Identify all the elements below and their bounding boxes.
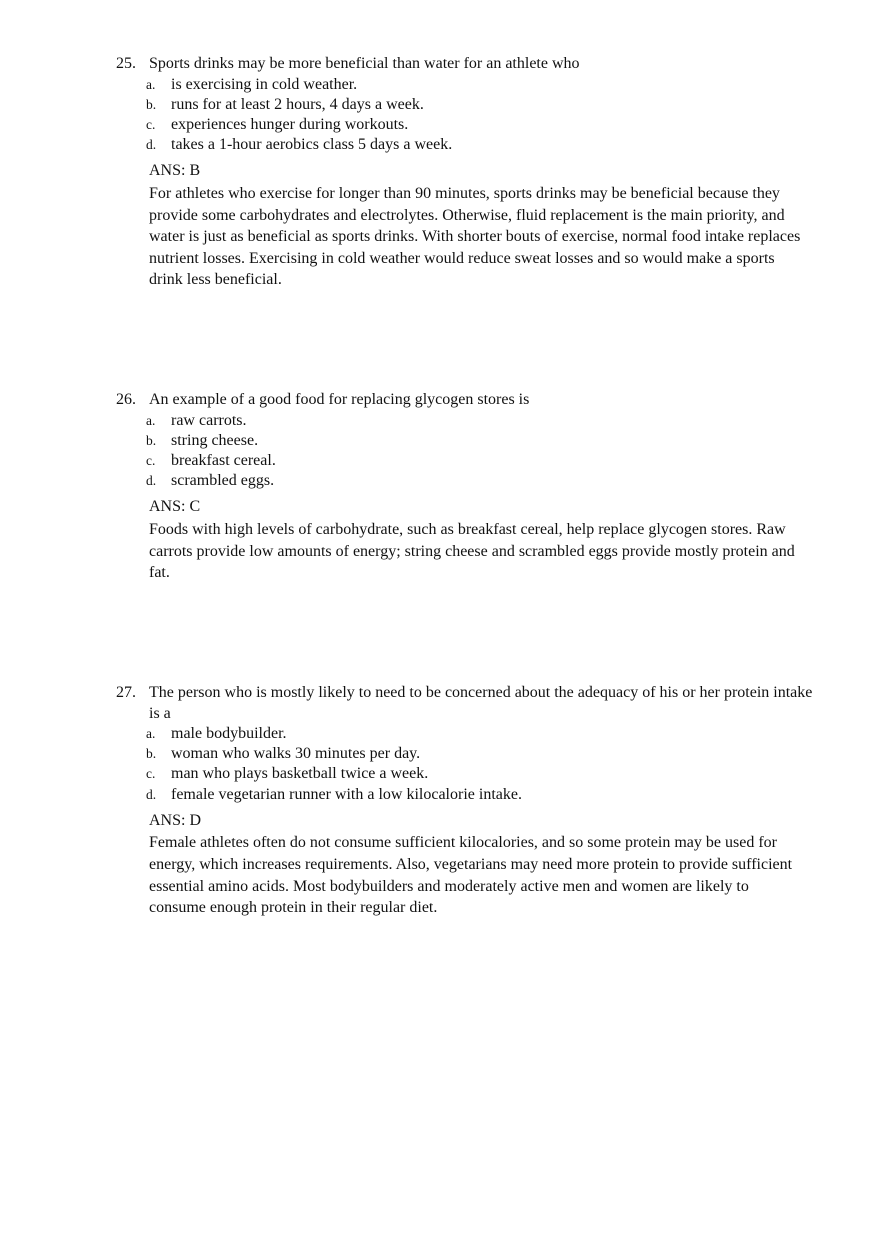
- question-number: 25.: [116, 55, 136, 72]
- question-26: [116, 390, 816, 584]
- option-text: runs for at least 2 hours, 4 days a week.: [171, 95, 424, 113]
- option-text: takes a 1-hour aerobics class 5 days a week.: [171, 136, 453, 154]
- option-text: experiences hunger during workouts.: [171, 115, 409, 133]
- question-number: 26.: [116, 391, 136, 408]
- option-letter: d.: [146, 137, 157, 153]
- option-a: [146, 724, 816, 744]
- option-d: [146, 135, 816, 155]
- option-c: [146, 764, 816, 784]
- option-b: [146, 95, 816, 115]
- answer-key: ANS: B: [149, 162, 201, 180]
- answer-options: [116, 75, 816, 156]
- option-text: raw carrots.: [171, 411, 247, 429]
- option-letter: a.: [146, 76, 156, 92]
- answer-explanation: For athletes who exercise for longer than 90 minutes, sports drinks may be beneficial because they provide some carbohydrates and electrolytes. Otherwise, fluid replacement is the main priority, and water is just as beneficial as sports drinks. With shorter bouts of exercise, normal food intake replaces nutrient losses. Exercising in cold weather would reduce sweat losses and so would make a sports drink less beneficial.: [149, 184, 801, 289]
- option-c: [146, 451, 816, 471]
- option-d: [146, 471, 816, 491]
- option-letter: c.: [146, 452, 156, 468]
- option-letter: d.: [146, 473, 157, 489]
- option-c: [146, 115, 816, 135]
- option-letter: a.: [146, 412, 156, 428]
- option-letter: b.: [146, 746, 157, 762]
- answer-key: ANS: C: [149, 498, 201, 516]
- question-text: The person who is mostly likely to need to be concerned about the adequacy of his or her protein intake is a: [149, 684, 813, 722]
- option-letter: b.: [146, 432, 157, 448]
- option-a: [146, 411, 816, 431]
- option-text: string cheese.: [171, 431, 259, 449]
- question-stem: [116, 54, 816, 75]
- option-a: [146, 75, 816, 95]
- option-b: [146, 431, 816, 451]
- option-letter: c.: [146, 116, 156, 132]
- answer-options: [116, 411, 816, 492]
- option-text: breakfast cereal.: [171, 451, 276, 469]
- option-d: [146, 785, 816, 805]
- option-text: is exercising in cold weather.: [171, 75, 358, 93]
- question-number: 27.: [116, 684, 136, 701]
- option-letter: b.: [146, 96, 157, 112]
- question-27: [116, 683, 816, 919]
- answer-options: [116, 724, 816, 805]
- option-letter: c.: [146, 766, 156, 782]
- option-text: male bodybuilder.: [171, 725, 287, 742]
- answer-block: [149, 496, 809, 583]
- question-text: Sports drinks may be more beneficial than water for an athlete who: [149, 55, 580, 72]
- option-b: [146, 744, 816, 764]
- option-text: woman who walks 30 minutes per day.: [171, 745, 421, 763]
- question-stem: [116, 390, 816, 411]
- question-text: An example of a good food for replacing glycogen stores is: [149, 391, 530, 408]
- answer-key: ANS: D: [149, 811, 202, 829]
- answer-block: [149, 810, 809, 919]
- option-text: scrambled eggs.: [171, 472, 275, 490]
- answer-block: [149, 160, 809, 291]
- option-letter: a.: [146, 726, 156, 741]
- option-text: man who plays basketball twice a week.: [171, 765, 429, 783]
- option-text: female vegetarian runner with a low kilocalorie intake.: [171, 785, 522, 803]
- question-25: [116, 54, 816, 291]
- answer-explanation: Foods with high levels of carbohydrate, such as breakfast cereal, help replace glycogen stores. Raw carrots provide low amounts of energy; string cheese and scrambled eggs provide mostly protein and fat.: [149, 520, 795, 582]
- option-letter: d.: [146, 786, 157, 802]
- answer-explanation: Female athletes often do not consume sufficient kilocalories, and so some protein may be used for energy, which increases requirements. Also, vegetarians may need more protein to provide sufficient essential amino acids. Most bodybuilders and moderately active men and women are likely to consume enough protein in their regular diet.: [149, 834, 793, 917]
- question-stem: [116, 683, 816, 724]
